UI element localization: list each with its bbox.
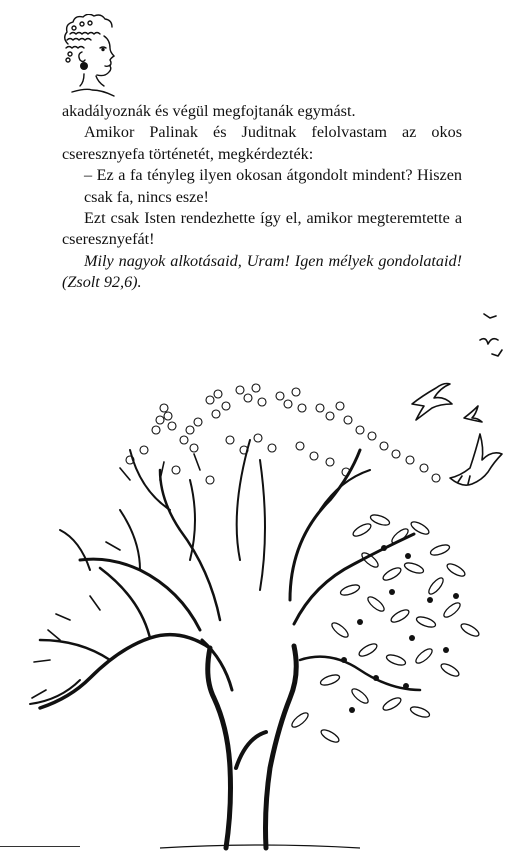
bird-icon (492, 350, 502, 356)
bird-icon (480, 339, 498, 344)
child-portrait-illustration (58, 14, 132, 100)
paragraph: akadályoznák és végül megfojtanák egymást. (62, 102, 356, 120)
paragraph: Ezt csak Isten rendezhette így el, amikor megteremtette a cseresznyefát! (62, 209, 462, 249)
bird-icon (484, 314, 496, 318)
footer-rule (0, 846, 80, 847)
tree-illustration (0, 360, 526, 851)
paragraph: Amikor Palinak és Juditnak felolvastam az okos cseresznyefa történetét, megkérdezték: (62, 123, 462, 163)
body-text (62, 101, 462, 294)
dialogue-line: – Ez a fa tényleg ilyen okosan átgondolt mindent? Hiszen csak fa, nincs esze! (84, 166, 462, 206)
blossom-cluster (126, 384, 440, 484)
scripture-quote: Mily nagyok alkotásaid, Uram! Igen mélyek gondolataid! (Zsolt 92,6). (62, 251, 462, 292)
